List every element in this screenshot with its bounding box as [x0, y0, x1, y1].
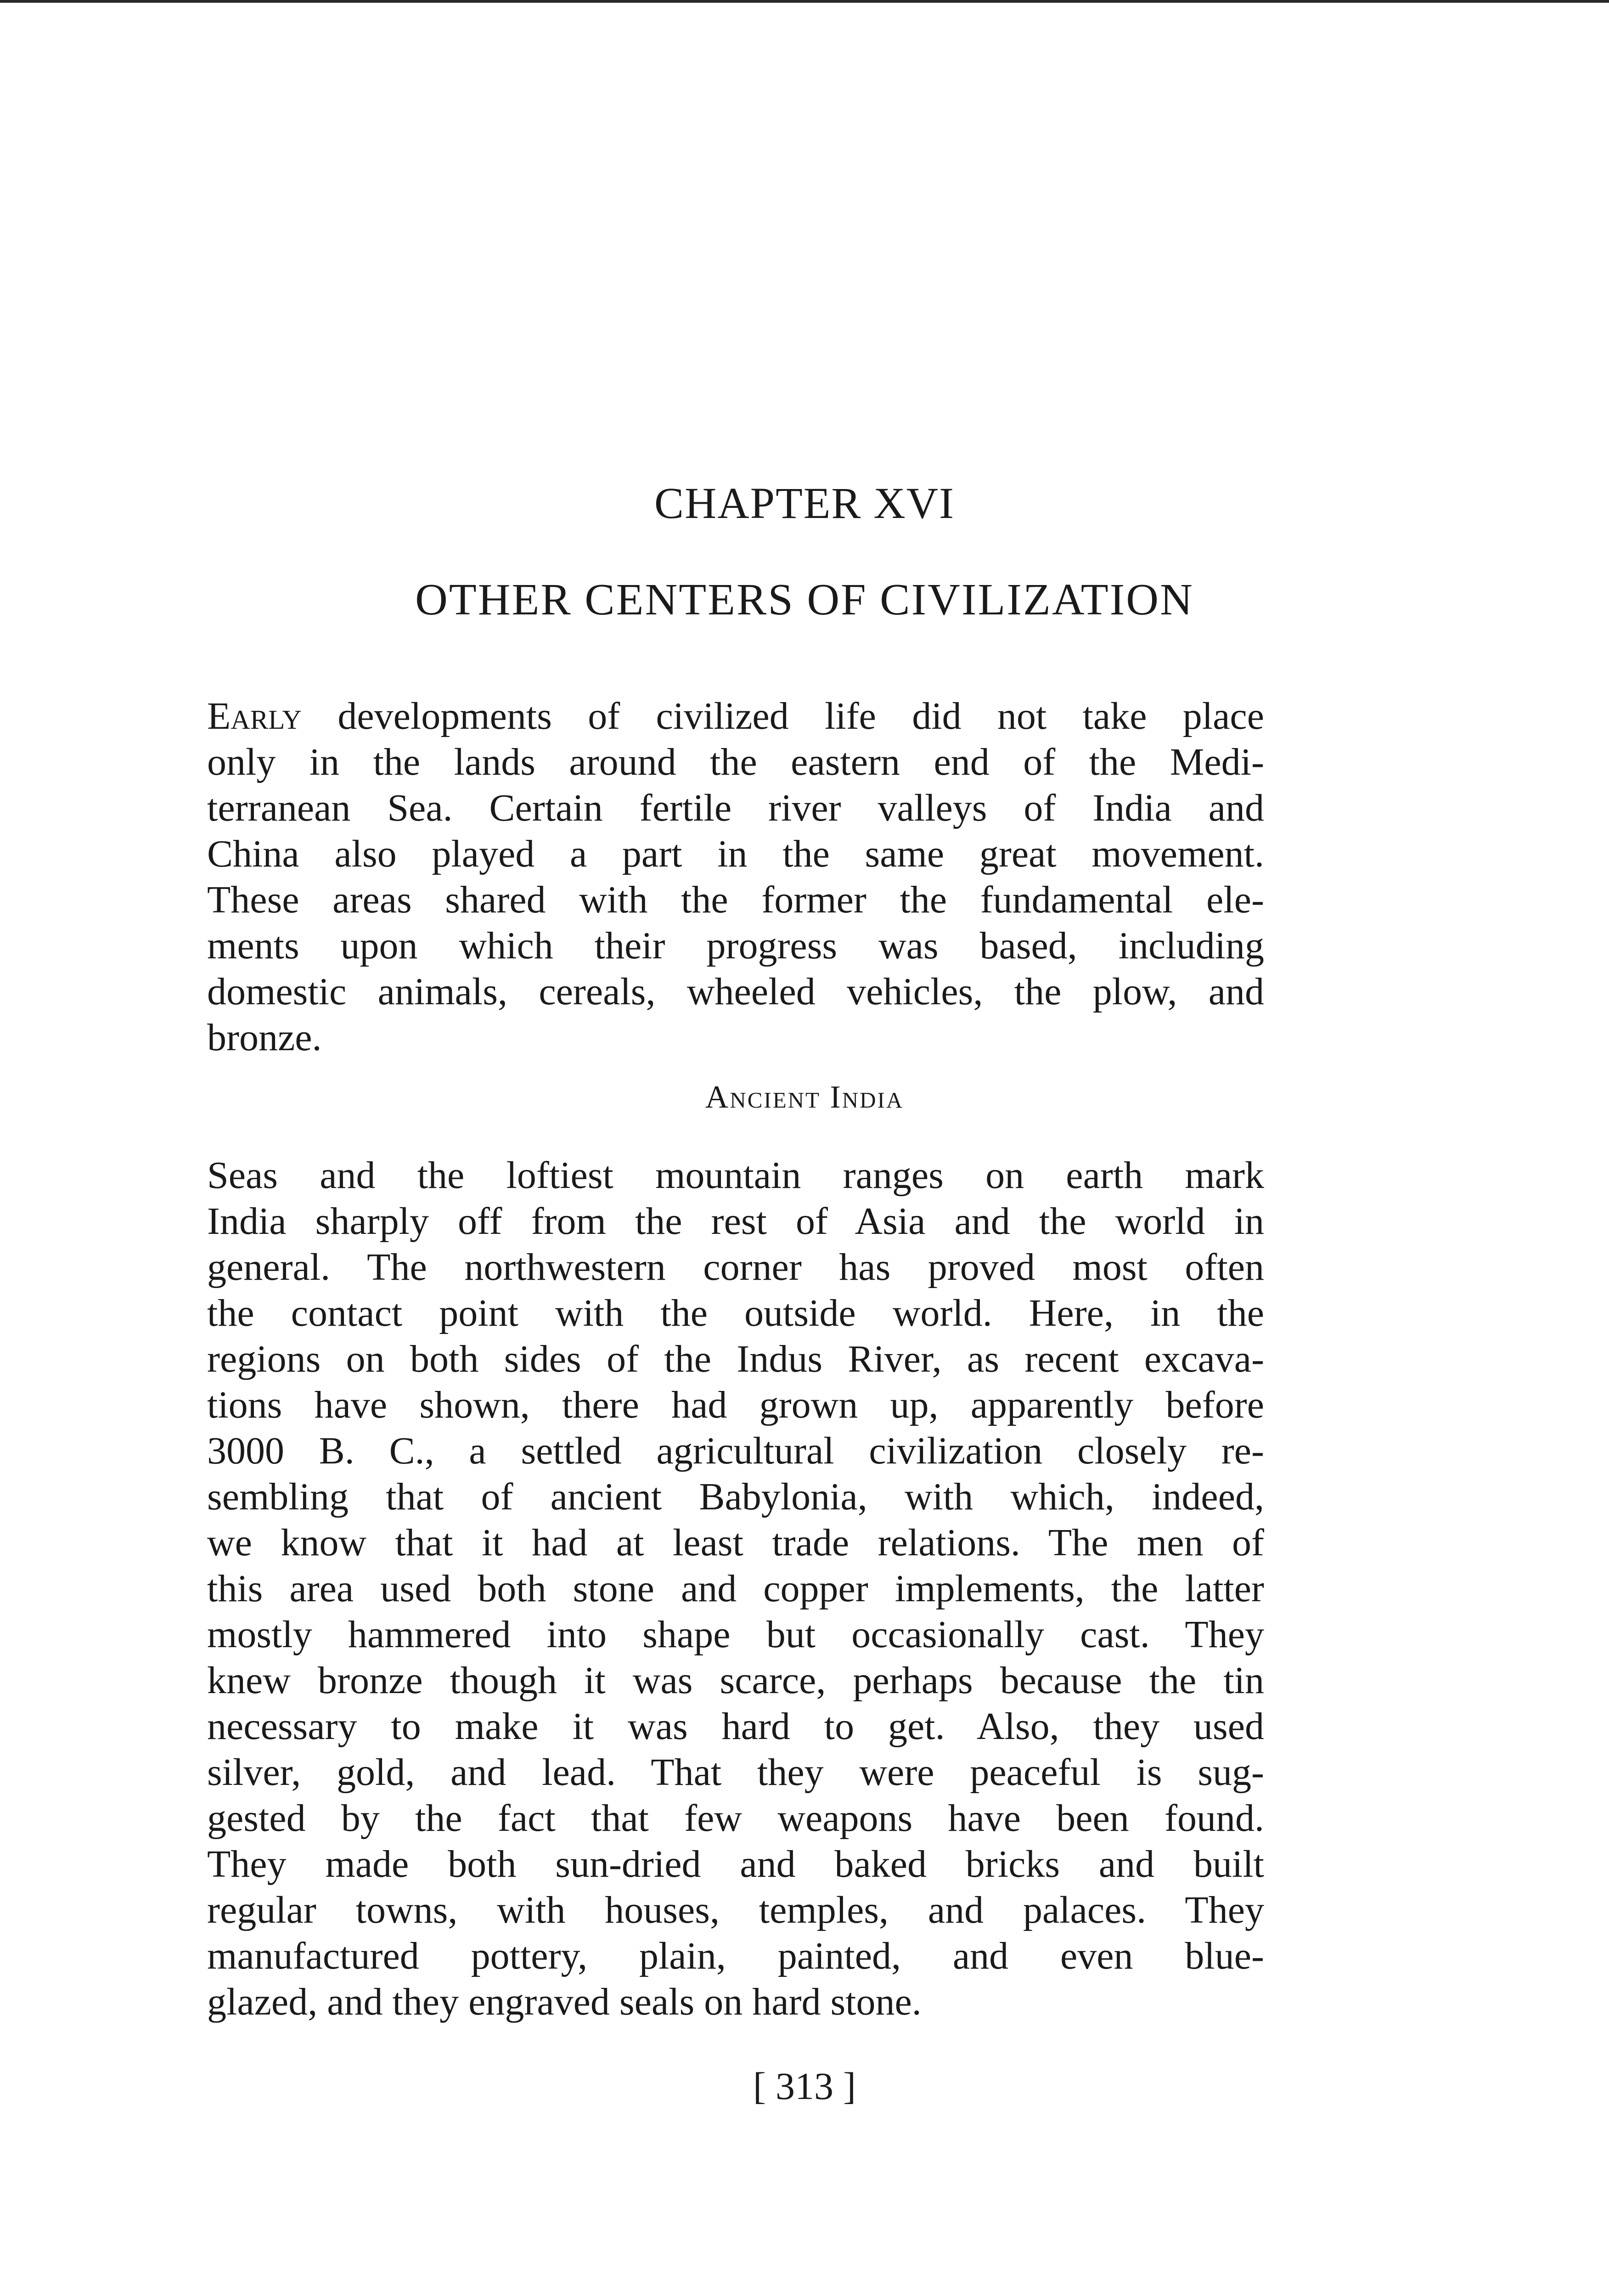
paragraph-line: India sharply off from the rest of Asia and the world in	[207, 1200, 1264, 1243]
paragraph-line: These areas shared with the former the fundamental ele-	[207, 878, 1264, 921]
lead-word: Early	[207, 695, 302, 737]
paragraph-line: 3000 B. C., a settled agricultural civilization closely re-	[207, 1429, 1264, 1472]
paragraph-line: the contact point with the outside world. Here, in the	[207, 1292, 1264, 1334]
paragraph-line: general. The northwestern corner has proved most often	[207, 1246, 1264, 1289]
chapter-title: OTHER CENTERS OF CIVILIZATION	[415, 575, 1194, 625]
section-heading: Ancient India	[705, 1080, 904, 1115]
paragraph-line: bronze.	[207, 1016, 322, 1059]
paragraph-line: knew bronze though it was scarce, perhaps because the tin	[207, 1659, 1264, 1702]
paragraph-line: sembling that of ancient Babylonia, with which, indeed,	[207, 1475, 1264, 1518]
paragraph-line: Early developments of civilized life did not take place	[207, 695, 1264, 737]
paragraph-line: tions have shown, there had grown up, apparently before	[207, 1384, 1264, 1426]
chapter-number: CHAPTER XVI	[654, 478, 955, 528]
ancient-india-paragraph	[207, 1153, 1264, 2025]
paragraph-line: this area used both stone and copper implements, the latter	[207, 1567, 1264, 1610]
paragraph-line: terranean Sea. Certain fertile river valleys of India and	[207, 787, 1264, 829]
paragraph-line: They made both sun-dried and baked bricks and built	[207, 1843, 1264, 1885]
paragraph-line: regular towns, with houses, temples, and palaces. They	[207, 1889, 1264, 1931]
paragraph-line: regions on both sides of the Indus River, as recent excava-	[207, 1338, 1264, 1380]
paragraph-line: mostly hammered into shape but occasionally cast. They	[207, 1613, 1264, 1656]
paragraph-line: only in the lands around the eastern end of the Medi-	[207, 741, 1264, 783]
paragraph-line: we know that it had at least trade relations. The men of	[207, 1521, 1264, 1564]
page-number: [ 313 ]	[753, 2065, 856, 2108]
paragraph-line: ments upon which their progress was based, including	[207, 924, 1264, 967]
paragraph-line: Seas and the loftiest mountain ranges on earth mark	[207, 1154, 1264, 1197]
top-edge-rule	[0, 0, 1609, 3]
intro-paragraph	[207, 693, 1264, 1061]
paragraph-line: necessary to make it was hard to get. Also, they used	[207, 1705, 1264, 1748]
paragraph-line: silver, gold, and lead. That they were peaceful is sug-	[207, 1751, 1264, 1794]
paragraph-line: manufactured pottery, plain, painted, and even blue-	[207, 1935, 1264, 1977]
paragraph-line: gested by the fact that few weapons have been found.	[207, 1797, 1264, 1840]
paragraph-line: glazed, and they engraved seals on hard stone.	[207, 1981, 922, 2023]
paragraph-line: domestic animals, cereals, wheeled vehicles, the plow, and	[207, 970, 1264, 1013]
paragraph-line: China also played a part in the same great movement.	[207, 833, 1264, 875]
